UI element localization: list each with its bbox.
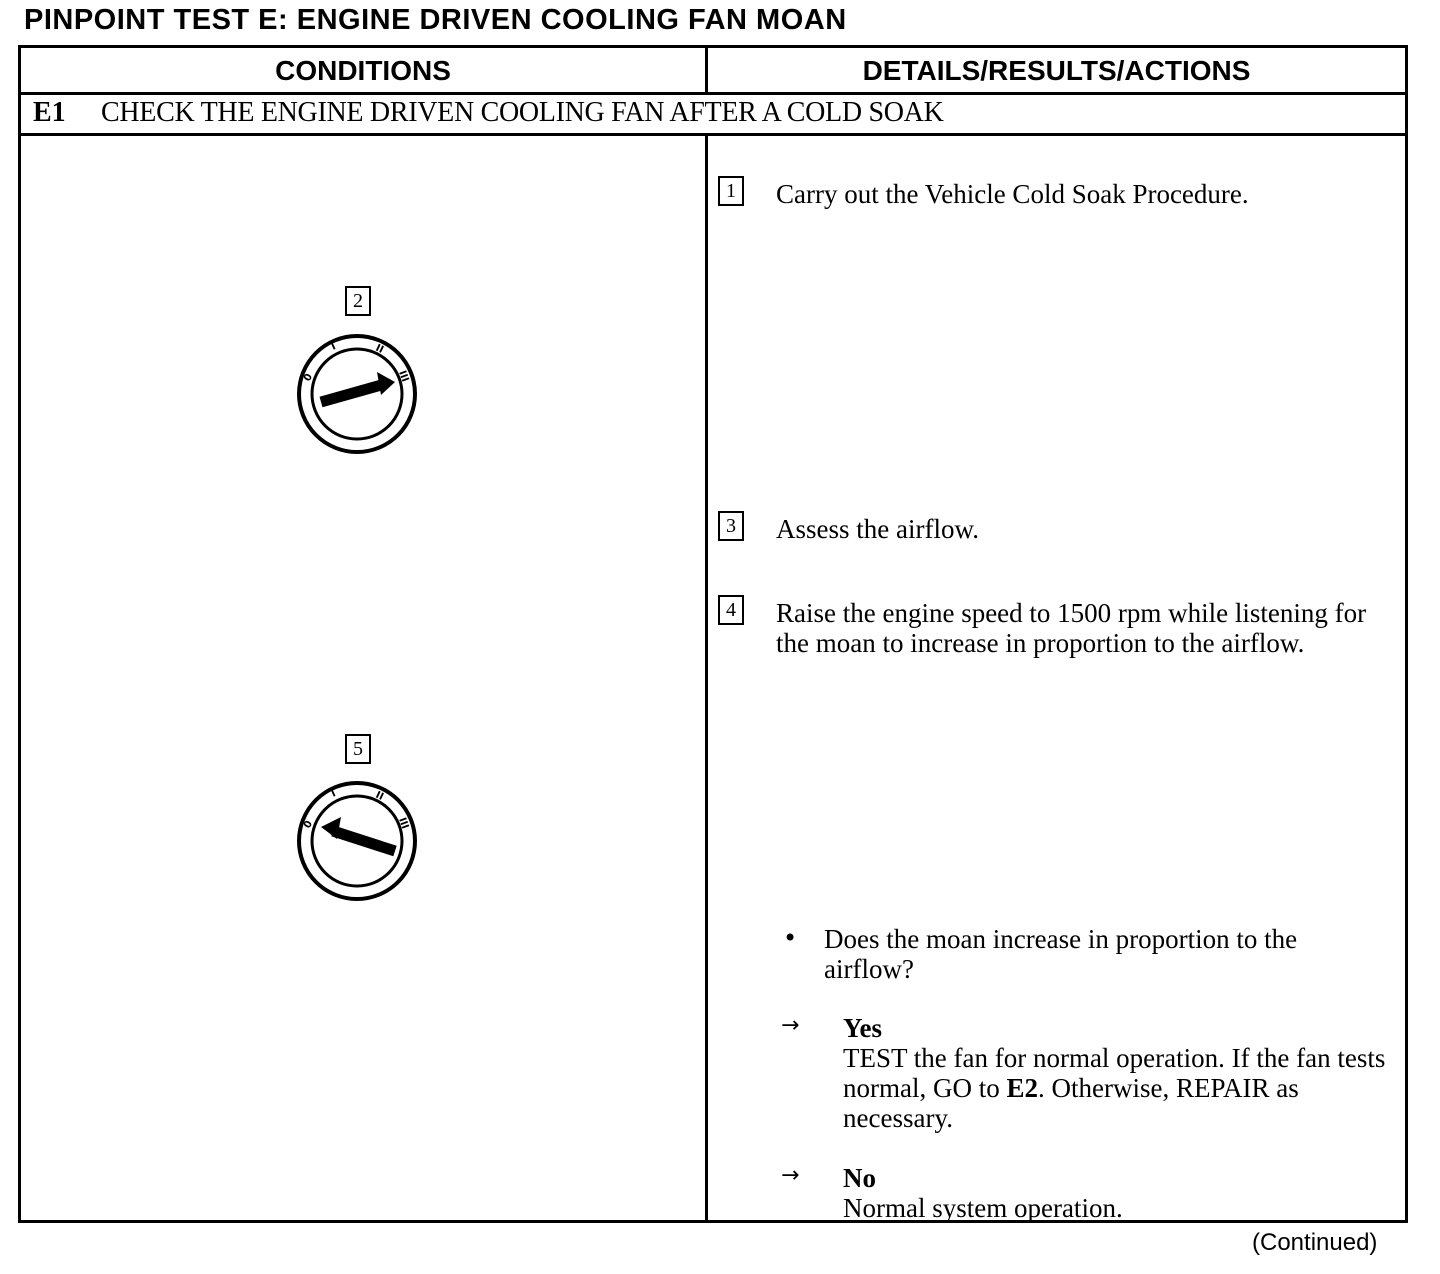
arrow-right-icon: →: [781, 1163, 800, 1188]
outcome-yes-label: Yes: [843, 1013, 882, 1043]
step-number-box: 5: [345, 734, 371, 764]
conditions-header: CONDITIONS: [275, 55, 451, 86]
step-1-text: Carry out the Vehicle Cold Soak Procedure.: [776, 179, 1249, 209]
continued-note: (Continued): [1252, 1229, 1378, 1256]
step-title-row: [21, 92, 1405, 136]
column-divider: [705, 136, 708, 1220]
step-3-text: Assess the airflow.: [776, 514, 979, 544]
outcome-yes-text: [843, 1043, 1403, 1133]
step-id: E1: [33, 97, 66, 128]
knob-label-1: I: [329, 341, 338, 353]
knob-label-1: I: [329, 788, 338, 800]
ignition-switch-position-0-icon: [291, 779, 427, 905]
knob-label-off: 0: [302, 371, 316, 384]
step-number-box: 4: [718, 595, 744, 625]
outcome-no-label: No: [843, 1163, 876, 1193]
knob-label-2: II: [373, 789, 386, 803]
header-divider: [705, 48, 708, 92]
outcome-yes: [843, 1013, 1403, 1133]
table-header-row: [21, 48, 1405, 95]
outcome-no: [843, 1163, 1403, 1223]
step-4-text: Raise the engine speed to 1500 rpm while listening for the moan to increase in proportion to the airflow.: [776, 598, 1367, 658]
goto-step-ref: E2: [1006, 1073, 1038, 1103]
step-number-box: 3: [718, 511, 744, 541]
pinpoint-table: [18, 45, 1408, 1223]
knob-label-3: III: [396, 816, 411, 831]
bullet-icon: •: [783, 924, 798, 952]
outcome-yes-text-after: . Otherwise, REPAIR as necessary.: [843, 1073, 1299, 1133]
question-text: Does the moan increase in proportion to the airflow?: [824, 924, 1298, 984]
outcome-no-text: Normal system operation.: [843, 1193, 1123, 1223]
page-title: PINPOINT TEST E: ENGINE DRIVEN COOLING FAN MOAN: [24, 4, 847, 36]
step-title: CHECK THE ENGINE DRIVEN COOLING FAN AFTER A COLD SOAK: [101, 97, 944, 128]
step-number-box: 2: [345, 286, 371, 316]
knob-label-off: 0: [302, 818, 316, 831]
step-number-box: 1: [718, 176, 744, 206]
details-header: DETAILS/RESULTS/ACTIONS: [862, 55, 1251, 86]
knob-label-2: II: [373, 342, 386, 356]
arrow-right-icon: →: [781, 1013, 800, 1038]
knob-label-3: III: [396, 369, 411, 384]
outcome-yes-text-before: TEST the fan for normal operation. If the fan tests normal, GO to: [843, 1043, 1386, 1103]
ignition-switch-position-3-icon: [291, 332, 427, 458]
